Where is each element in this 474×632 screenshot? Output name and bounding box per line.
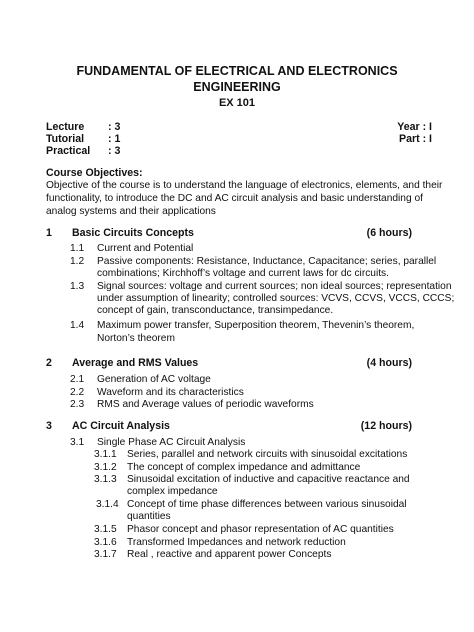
subitem-text: Transformed Impedances and network reduction bbox=[127, 537, 346, 548]
item-text: Single Phase AC Circuit Analysis bbox=[97, 437, 246, 448]
subitem-text: Phasor concept and phasor representation of AC quantities bbox=[127, 524, 394, 535]
objectives-line: Objective of the course is to understand the language of electronics, elements, and their bbox=[46, 180, 443, 191]
item-text: under assumption of linearity; controlled sources: VCVS, CCVS, VCCS, CCCS; bbox=[97, 293, 455, 304]
subitem-text: quantities bbox=[127, 511, 171, 522]
part-value: Part : I bbox=[399, 133, 432, 145]
section-number: 3 bbox=[46, 420, 52, 432]
section-title: AC Circuit Analysis bbox=[72, 420, 170, 432]
item-number: 1.3 bbox=[70, 281, 85, 292]
item-text: concept of gain, transconductance, transimpedance. bbox=[97, 305, 334, 316]
section-title: Average and RMS Values bbox=[72, 357, 199, 369]
subitem-number: 3.1.3 bbox=[94, 474, 117, 485]
item-text: Waveform and its characteristics bbox=[97, 387, 244, 398]
subitem-text: Sinusoidal excitation of inductive and capacitive reactance and bbox=[127, 474, 410, 485]
item-number: 1.1 bbox=[70, 243, 85, 254]
tutorial-label: Tutorial bbox=[46, 133, 85, 145]
year-value: Year : I bbox=[397, 121, 432, 133]
item-number: 2.2 bbox=[70, 387, 85, 398]
item-number: 1.4 bbox=[70, 320, 85, 331]
section-number: 1 bbox=[46, 227, 52, 239]
subitem-number: 3.1.6 bbox=[94, 537, 117, 548]
subitem-number: 3.1.1 bbox=[94, 449, 117, 460]
subitem-text: Concept of time phase differences between various sinusoidal bbox=[127, 499, 407, 510]
course-code: EX 101 bbox=[218, 97, 256, 109]
item-number: 1.2 bbox=[70, 256, 85, 267]
item-text: combinations; Kirchhoff’s voltage and current laws for dc circuits. bbox=[97, 268, 389, 279]
objectives-line: analog systems and their applications bbox=[46, 206, 216, 217]
section-hours: (6 hours) bbox=[366, 227, 412, 239]
item-text: Current and Potential bbox=[97, 243, 194, 254]
page-title-line1: FUNDAMENTAL OF ELECTRICAL AND ELECTRONICS bbox=[76, 64, 398, 78]
subitem-number: 3.1.5 bbox=[94, 524, 117, 535]
item-text: RMS and Average values of periodic waveforms bbox=[97, 399, 314, 410]
item-text: Passive components: Resistance, Inductance, Capacitance; series, parallel bbox=[97, 256, 437, 267]
item-text: Generation of AC voltage bbox=[97, 374, 211, 385]
objectives-line: functionality, to introduce the DC and AC circuit analysis and basic understanding of bbox=[46, 193, 423, 204]
section-number: 2 bbox=[46, 357, 52, 369]
page-title-line2: ENGINEERING bbox=[193, 80, 281, 94]
practical-label: Practical bbox=[46, 145, 91, 157]
item-number: 3.1 bbox=[70, 437, 85, 448]
section-hours: (4 hours) bbox=[366, 357, 412, 369]
lecture-value: : 3 bbox=[108, 121, 121, 133]
subitem-number: 3.1.4 bbox=[96, 499, 119, 510]
section-title: Basic Circuits Concepts bbox=[72, 227, 194, 239]
section-hours: (12 hours) bbox=[360, 420, 412, 432]
subitem-text: Real , reactive and apparent power Concepts bbox=[127, 549, 332, 560]
objectives-heading: Course Objectives: bbox=[46, 167, 143, 179]
subitem-number: 3.1.2 bbox=[94, 462, 117, 473]
item-number: 2.1 bbox=[70, 374, 85, 385]
item-text: Norton’s theorem bbox=[97, 333, 175, 344]
item-text: Maximum power transfer, Superposition theorem, Thevenin’s theorem, bbox=[97, 320, 415, 331]
subitem-text: Series, parallel and network circuits with sinusoidal excitations bbox=[127, 449, 408, 460]
subitem-text: complex impedance bbox=[127, 486, 218, 497]
lecture-label: Lecture bbox=[46, 121, 85, 133]
tutorial-value: : 1 bbox=[108, 133, 121, 145]
subitem-number: 3.1.7 bbox=[94, 549, 117, 560]
practical-value: : 3 bbox=[108, 145, 121, 157]
item-number: 2.3 bbox=[70, 399, 85, 410]
subitem-text: The concept of complex impedance and admittance bbox=[127, 462, 361, 473]
item-text: Signal sources: voltage and current sources; non ideal sources; representation bbox=[97, 281, 452, 292]
